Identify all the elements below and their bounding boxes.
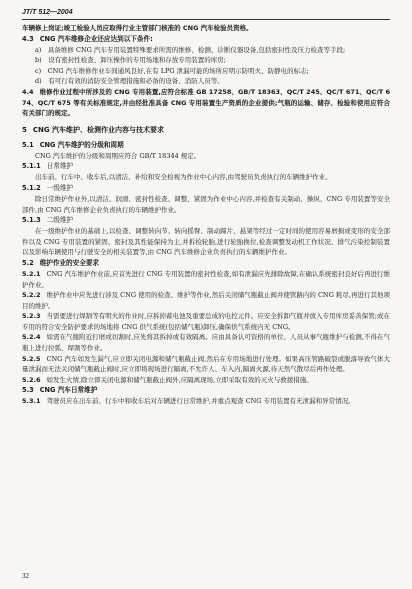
section-number: 5 <box>22 125 27 134</box>
page-number: 32 <box>22 572 29 580</box>
section-number: 5.2 <box>22 258 34 267</box>
heading-5-1-3 <box>22 215 390 226</box>
clause-5-2-5 <box>22 354 390 375</box>
section-number: 4.4 <box>22 87 34 96</box>
heading-5-1 <box>22 140 390 151</box>
clause-5-2-1 <box>22 269 390 290</box>
section-number: 5.3 <box>22 386 34 395</box>
intro-lead: 车辆修上岗证;竣工检验人员应取得行业主管部门核准的 CNG 汽车检验员资格。 <box>22 24 253 32</box>
clause-number: 5.2.3 <box>22 312 41 321</box>
section-number: 4.3 <box>22 34 34 43</box>
section-title: 二级维护 <box>46 216 74 225</box>
clause-text: 如需在气瓶附近打磨或切割时,应先将其拆掉或有效隔离。应由具备认可资格的单位、人员从事气瓶维护与检测,不得在气瓶上进行拉弧、焊割等作业。 <box>22 333 390 353</box>
clause-text: 当需要进行焊割等有明火的作业时,应拆掉蓄电池及重要总成的电控元件。应安全拆卸气瓶并放入专用库房妥善保管;或在专用的符合安全防护要求的场地将 CNG 供气系统(包括储气瓶)卸压,确保供气系统内无 CNG。 <box>22 312 390 331</box>
clause-text: CNG 汽车维护作业前,应首先进行 CNG 专用装置的密封性检查,如有泄漏应先排除故障,在确认系统密封良好后再进行维护作业。 <box>22 269 390 289</box>
section-title: CNG 汽车维护、检测作业内容与技术要求 <box>32 125 165 134</box>
clause-number: 5.2.1 <box>22 269 41 278</box>
clause-5-2-3 <box>22 311 390 332</box>
clause-text: 如发生火情,除立即关闭电源和储气瓶截止阀外,应隔离现场,立即采取有效的灭火与救援措施。 <box>46 375 313 384</box>
section-title: 一级维护 <box>46 183 74 192</box>
paragraph-5-1-2: 除日常维护作业外,以清洁、润滑、密封性检查、调整、紧固为作业中心内容,并检查有关制动、操纵、CNG 专用装置等安全部件,由 CNG 汽车维修企业负责执行的车辆维护作业。 <box>22 194 390 214</box>
section-title: CNG 汽车维修企业还应达到以下条件: <box>39 34 153 43</box>
clause-number: 5.2.4 <box>22 333 41 342</box>
paragraph-5-1-3: 在一级维护作业的基础上,以检查、调整转向节、转向摇臂、制动蹄片、悬架等经过一定时间的使用容易磨损或变形的安全部件以及 CNG 专用装置的紧固、密封及其性能保持为主,并拆检轮胎,进行轮胎换位,检查调整发动机工作状况、排气污染控制装置以及影响车辆使用与行驶安全的相关装置等,由 CNG 汽车维修企业负责执行的车辆维护作业。 <box>22 227 390 257</box>
heading-4-3 <box>22 34 390 45</box>
section-number: 5.1.3 <box>22 216 41 225</box>
header-rule <box>22 19 390 20</box>
clause-number: 5.3.1 <box>22 397 41 406</box>
clause-5-2-2 <box>22 290 390 311</box>
standard-code: JT/T 512—2004 <box>22 9 73 16</box>
heading-5-2 <box>22 258 390 269</box>
section-number: 5.1.1 <box>22 162 41 171</box>
list-item-c: c) CNG 汽车维修作业车间通风良好,在有 LPG 泄漏可能的场所应明示防明火、防静电的标志; <box>35 66 309 75</box>
section-number: 5.1 <box>22 140 34 149</box>
list-item-b: b) 设有密封性检查、卸压操作的专用场地和存放专用装置的库房; <box>35 56 226 65</box>
section-title: CNG 汽车日常维护 <box>39 386 98 395</box>
clause-text: CNG 汽车如发生漏气,应立即关闭电源和储气瓶截止阀,然后在专用场地进行处理。如果高压管路破裂或脱落导致气体大量泄漏而无法关闭储气瓶截止阀时,应立即将现场进行隔离,不允许人、车入内,隔离火源,待天然气散尽后再作处理。 <box>22 354 390 374</box>
clause-5-2-6 <box>22 375 390 386</box>
heading-5 <box>22 124 390 137</box>
clause-text: 维护作业中应先进行涉及 CNG 使用的检查、维护等作业,然后关闭储气瓶截止阀并使管路内的 CNG 耗尽,再进行其他项目的维护。 <box>22 291 390 310</box>
clause-text: 维修作业过程中所涉及的 CNG 专用装置,应符合标准 GB 17258、GB/T 18363、QC/T 245、QC/T 671、QC/T 674、QC/T 675 等有关标准规定,并由经批准具备 CNG 专用装置生产资质的企业提供;气瓶的运输、储存、检验和使用应符合有关部门的规定。 <box>22 87 390 118</box>
paragraph-5-1: CNG 汽车维护的分级和周期应符合 GB/T 18344 规定。 <box>35 151 201 160</box>
clause-number: 5.2.2 <box>22 291 41 300</box>
section-title: 日常维护 <box>46 162 74 171</box>
list-item-a: a) 具备维修 CNG 汽车专用装置特殊要求所需的维修、检测、诊断仪器设备,包括密封性及压力检查等手段; <box>35 45 346 54</box>
clause-number: 5.2.6 <box>22 375 41 384</box>
section-title: CNG 汽车维护的分级和周期 <box>39 140 124 149</box>
clause-text: 驾驶员应在出车前、行车中和收车后对车辆进行日常维护,并重点观查 CNG 专用装置有无泄漏和异常情况。 <box>46 397 355 406</box>
section-number: 5.1.2 <box>22 183 41 192</box>
clause-5-3-1 <box>22 396 390 407</box>
section-title: 维护作业的安全要求 <box>39 258 100 267</box>
heading-5-1-2 <box>22 183 390 194</box>
heading-5-3 <box>22 385 390 396</box>
clause-number: 5.2.5 <box>22 354 41 363</box>
clause-5-2-4 <box>22 332 390 353</box>
clause-4-4 <box>22 87 390 119</box>
heading-5-1-1 <box>22 161 390 172</box>
paragraph-5-1-1: 出车前、行车中、收车后,以清洁、补给和安全检视为作业中心内容,由驾驶员负责执行的车辆维护作业。 <box>35 173 332 182</box>
list-item-d: d) 有可行有效的消防安全管理措施和必备的设备、消防人员等。 <box>35 77 224 86</box>
